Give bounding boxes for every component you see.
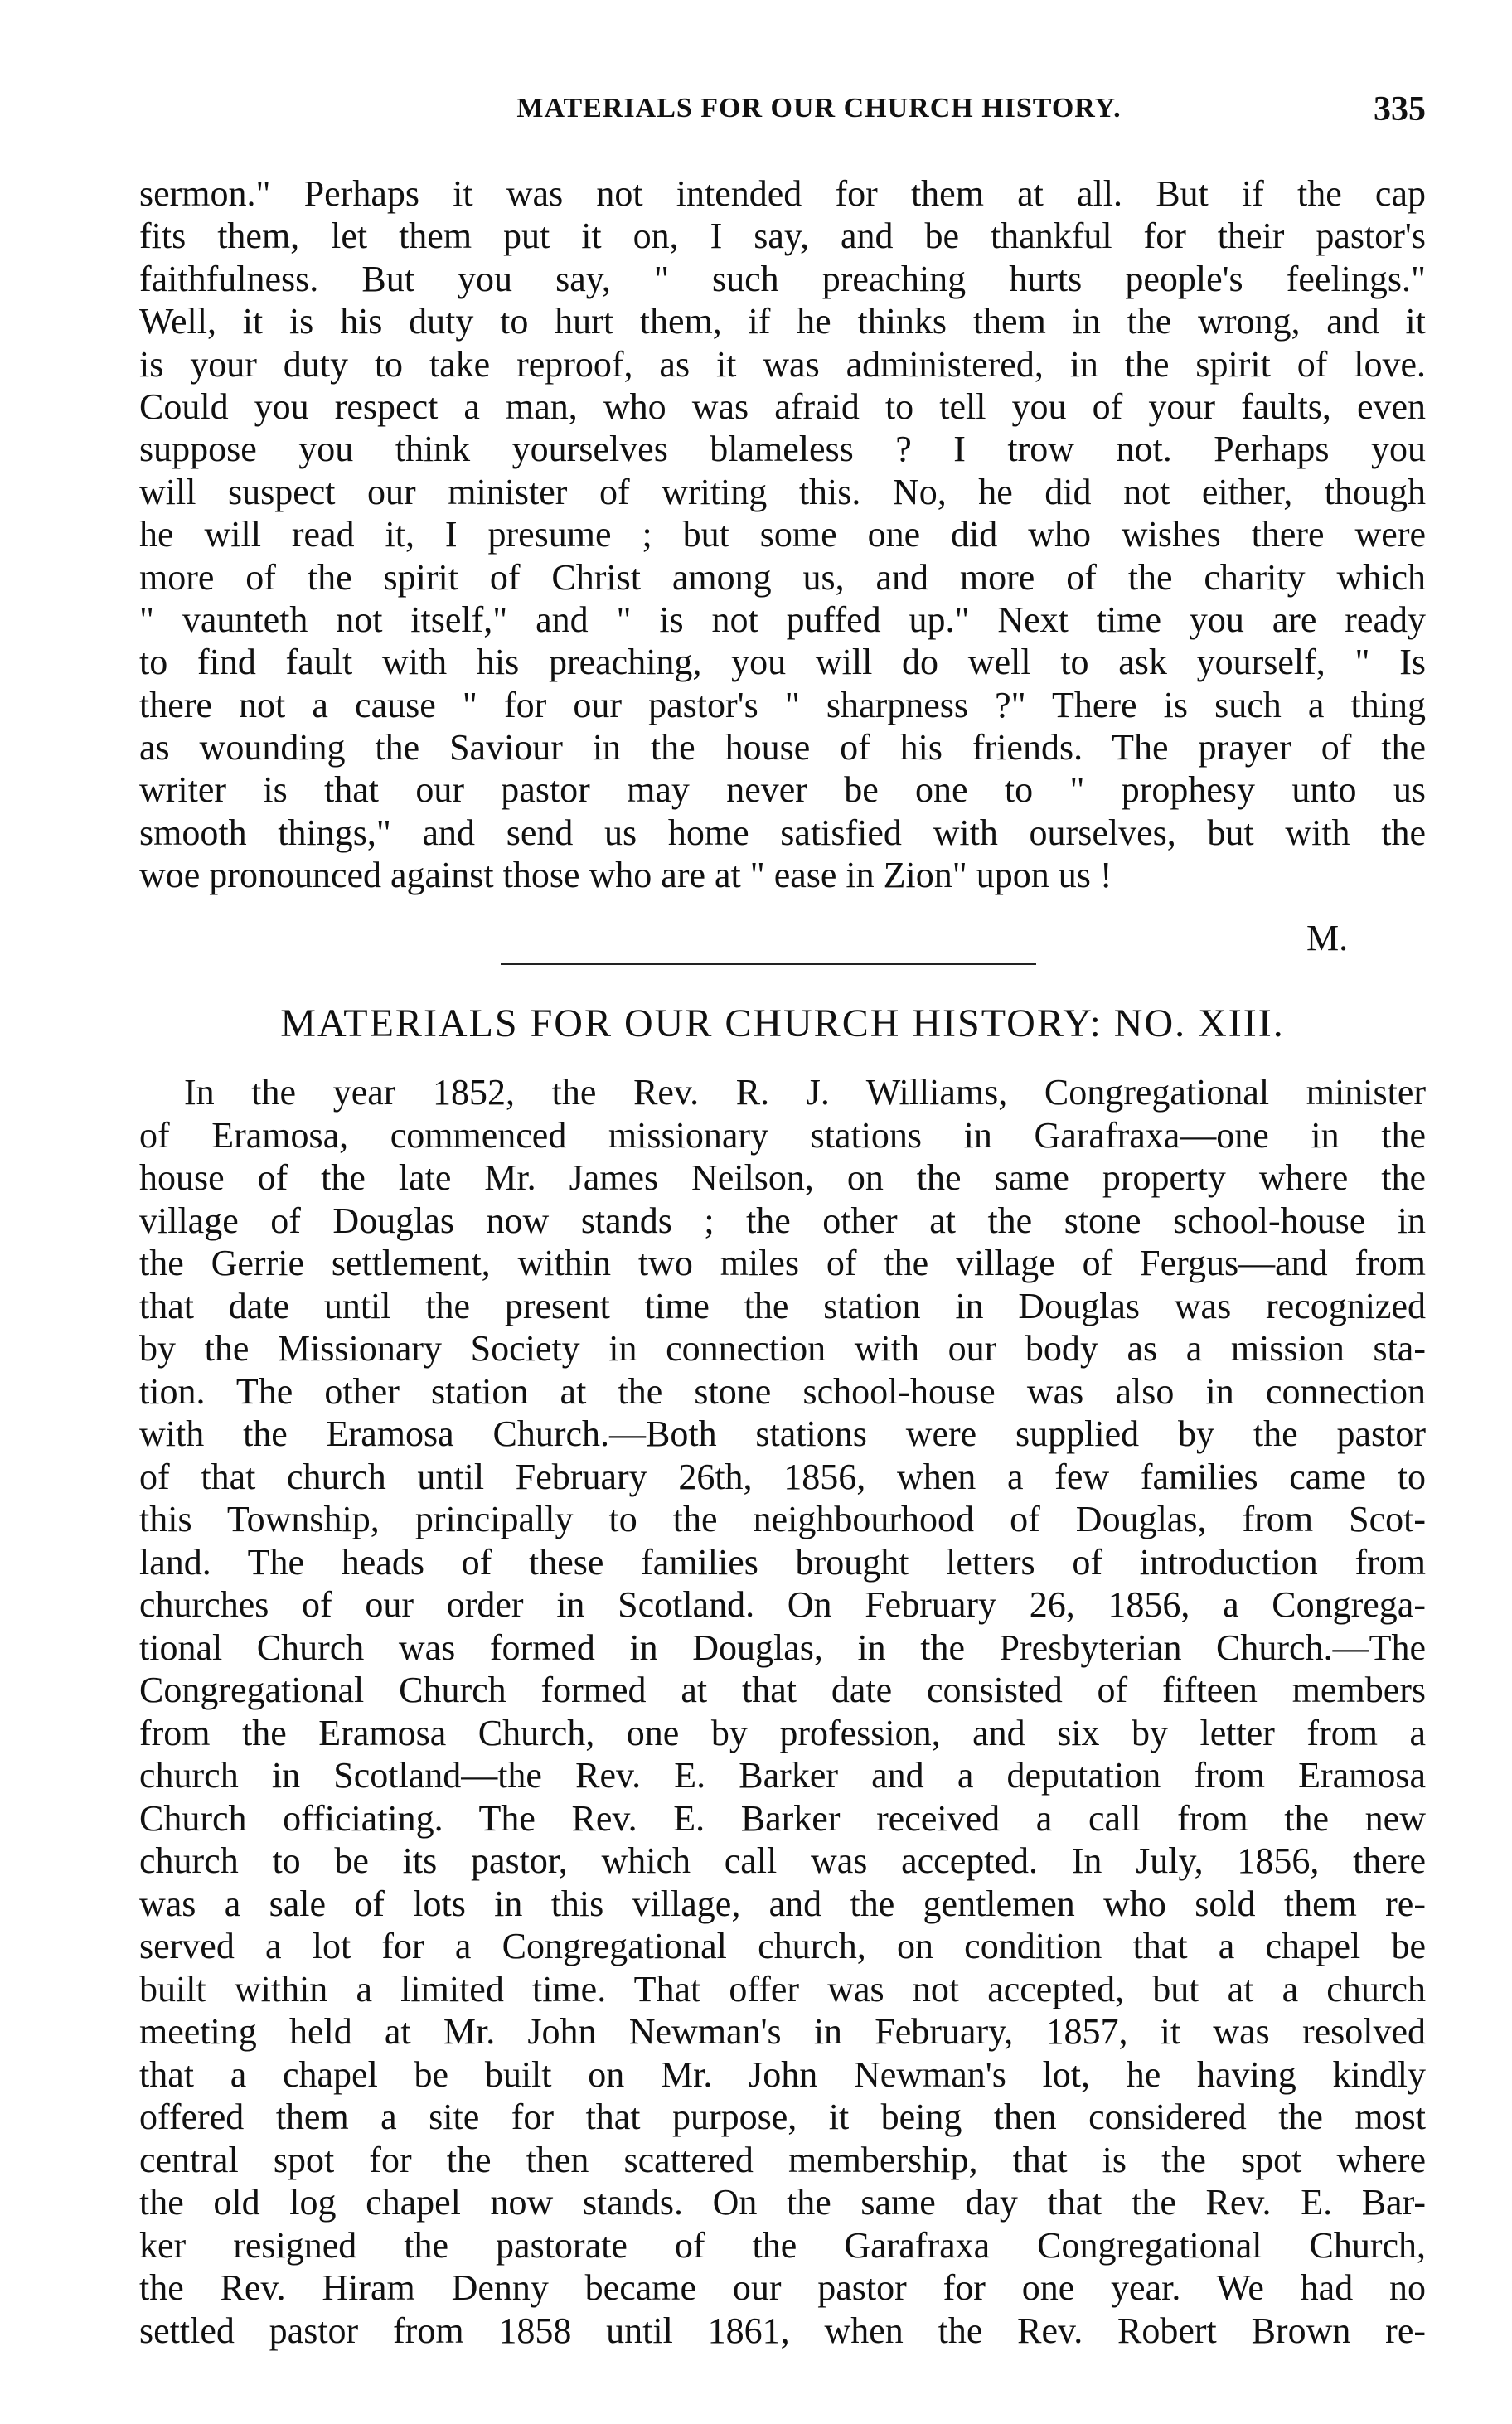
- running-head: [139, 90, 1426, 139]
- text-line: faithfulness. But you say, " such preaching hurts people's feelings.": [139, 258, 1426, 299]
- text-line: to find fault with his preaching, you will do well to ask yourself, " Is: [139, 642, 1426, 683]
- text-line: Church officiating. The Rev. E. Barker received a call from the new: [139, 1797, 1426, 1839]
- text-line: tion. The other station at the stone school-house was also in connection: [139, 1370, 1426, 1412]
- text-line: the old log chapel now stands. On the same day that the Rev. E. Bar-: [139, 2182, 1426, 2223]
- page-number: 335: [1374, 90, 1426, 128]
- text-line: house of the late Mr. James Neilson, on the same property where the: [139, 1157, 1426, 1198]
- text-line: suppose you think yourselves blameless ? I trow not. Perhaps you: [139, 429, 1426, 470]
- text-line: meeting held at Mr. John Newman's in February, 1857, it was resolved: [139, 2011, 1426, 2052]
- text-line: the Rev. Hiram Denny became our pastor for one year. We had no: [139, 2267, 1426, 2308]
- section-title: MATERIALS FOR OUR CHURCH HISTORY: NO. XIII.: [280, 1001, 1285, 1045]
- text-line: that a chapel be built on Mr. John Newman's lot, he having kindly: [139, 2053, 1426, 2095]
- text-line: by the Missionary Society in connection with our body as a mission sta-: [139, 1328, 1426, 1369]
- text-line: there not a cause " for our pastor's " sharpness ?" There is such a thing: [139, 684, 1426, 725]
- text-line: this Township, principally to the neighbourhood of Douglas, from Scot-: [139, 1499, 1426, 1539]
- text-line: Could you respect a man, who was afraid to tell you of your faults, even: [139, 385, 1426, 427]
- running-title: MATERIALS FOR OUR CHURCH HISTORY.: [516, 93, 1122, 124]
- text-line: more of the spirit of Christ among us, and more of the charity which: [139, 556, 1426, 598]
- text-line: church in Scotland—the Rev. E. Barker and a deputation from Eramosa: [139, 1755, 1426, 1796]
- text-line: woe pronounced against those who are at " ease in Zion" upon us !: [139, 855, 1112, 896]
- text-line: settled pastor from 1858 until 1861, when the Rev. Robert Brown re-: [139, 2310, 1426, 2351]
- text-line: of Eramosa, commenced missionary stations in Garafraxa—one in the: [139, 1114, 1426, 1156]
- text-line: churches of our order in Scotland. On February 26, 1856, a Congrega-: [139, 1584, 1426, 1625]
- text-line: Well, it is his duty to hurt them, if he thinks them in the wrong, and it: [139, 301, 1426, 342]
- text-line: church to be its pastor, which call was accepted. In July, 1856, there: [139, 1840, 1426, 1881]
- text-line: from the Eramosa Church, one by profession, and six by letter from a: [139, 1712, 1426, 1753]
- section-divider: [501, 963, 1036, 965]
- text-line: the Gerrie settlement, within two miles of the village of Fergus—and from: [139, 1243, 1426, 1283]
- text-line: he will read it, I presume ; but some one did who wishes there were: [139, 514, 1426, 555]
- section-text: [139, 1071, 1426, 2352]
- text-line: ker resigned the pastorate of the Garafraxa Congregational Church,: [139, 2224, 1426, 2266]
- text-line: built within a limited time. That offer was not accepted, but at a church: [139, 1968, 1426, 2009]
- text-line: land. The heads of these families brought letters of introduction from: [139, 1541, 1426, 1583]
- text-line: that date until the present time the station in Douglas was recognized: [139, 1285, 1426, 1326]
- text-line: will suspect our minister of writing this. No, he did not either, though: [139, 471, 1426, 512]
- text-line: offered them a site for that purpose, it being then considered the most: [139, 2097, 1426, 2137]
- text-line: is your duty to take reproof, as it was administered, in the spirit of love.: [139, 343, 1426, 385]
- text-line: sermon." Perhaps it was not intended for them at all. But if the cap: [139, 173, 1426, 214]
- text-line: village of Douglas now stands ; the other at the stone school-house in: [139, 1200, 1426, 1241]
- text-line: Congregational Church formed at that date consisted of fifteen members: [139, 1670, 1426, 1710]
- text-line: as wounding the Saviour in the house of his friends. The prayer of the: [139, 727, 1426, 768]
- text-line: central spot for the then scattered membership, that is the spot where: [139, 2139, 1426, 2180]
- text-line: served a lot for a Congregational church, on condition that a chapel be: [139, 1926, 1426, 1966]
- signature: M.: [1306, 918, 1349, 958]
- text-line: " vaunteth not itself," and " is not puffed up." Next time you are ready: [139, 599, 1426, 640]
- text-line: fits them, let them put it on, I say, and be thankful for their pastor's: [139, 216, 1426, 257]
- text-line: tional Church was formed in Douglas, in the Presbyterian Church.—The: [139, 1627, 1426, 1668]
- text-line: writer is that our pastor may never be one to " prophesy unto us: [139, 769, 1426, 811]
- text-line: smooth things," and send us home satisfied with ourselves, but with the: [139, 812, 1426, 853]
- text-line: In the year 1852, the Rev. R. J. Williams, Congregational minister: [184, 1072, 1426, 1113]
- text-line: with the Eramosa Church.—Both stations were supplied by the pastor: [139, 1413, 1426, 1454]
- text-line: of that church until February 26th, 1856, when a few families came to: [139, 1456, 1426, 1497]
- text-line: was a sale of lots in this village, and the gentlemen who sold them re-: [139, 1883, 1426, 1924]
- letter-text: [139, 172, 1426, 897]
